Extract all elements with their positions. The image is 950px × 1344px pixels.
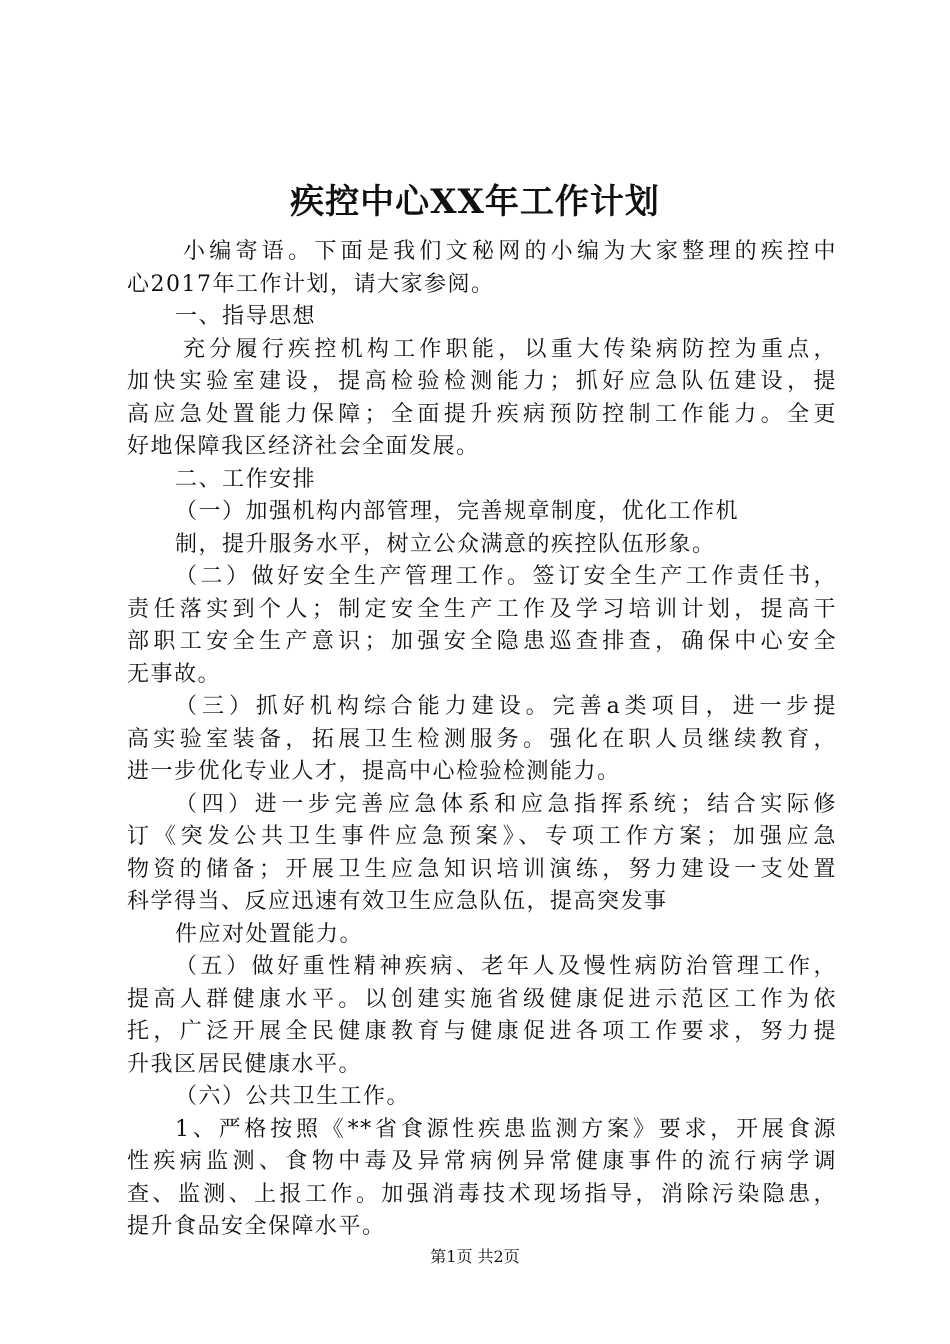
text-line: 高实验室装备，拓展卫生检测服务。强化在职人员继续教育， — [127, 726, 837, 752]
text-line: 查、监测、上报工作。加强消毒技术现场指导，消除污染隐患， — [127, 1181, 837, 1207]
text-line: 科学得当、反应迅速有效卫生应急队伍，提高突发事 — [127, 889, 668, 914]
text-line: 心2017年工作计划，请大家参阅。 — [127, 271, 495, 297]
text-line: 订《突发公共卫生事件应急预案》、专项工作方案；加强应急 — [127, 824, 837, 849]
text-line: （六）公共卫生工作。 — [175, 1084, 411, 1109]
text-line: 无事故。 — [127, 661, 222, 687]
text-line: 加快实验室建设，提高检验检测能力；抓好应急队伍建设，提 — [127, 369, 837, 394]
text-line: 责任落实到个人；制定安全生产工作及学习培训计划，提高干 — [127, 596, 837, 622]
text-line: 升我区居民健康水平。 — [127, 1051, 363, 1077]
text-line: 进一步优化专业人才，提高中心检验检测能力。 — [127, 759, 621, 784]
text-line: 性疾病监测、食物中毒及异常病例异常健康事件的流行病学调 — [127, 1149, 837, 1174]
text-line: 提升食品安全保障水平。 — [127, 1214, 386, 1239]
text-line: 一、指导思想 — [175, 304, 317, 329]
text-line: 小编寄语。下面是我们文秘网的小编为大家整理的疾控中 — [183, 239, 837, 264]
text-line: 好地保障我区经济社会全面发展。 — [127, 434, 480, 459]
text-line: 托，广泛开展全民健康教育与健康促进各项工作要求，努力提 — [127, 1019, 837, 1044]
text-line: （四）进一步完善应急体系和应急指挥系统；结合实际修 — [175, 791, 837, 817]
text-line: 件应对处置能力。 — [175, 921, 364, 947]
page-footer: 第1页 共2页 — [430, 1247, 520, 1266]
text-line: 二、工作安排 — [175, 466, 317, 492]
text-line: 高应急处置能力保障；全面提升疾病预防控制工作能力。全更 — [127, 401, 837, 427]
text-line: 部职工安全生产意识；加强安全隐患巡查排查，确保中心安全 — [127, 629, 837, 654]
page-title: 疾控中心XX年工作计划 — [290, 182, 660, 222]
text-line: （三）抓好机构综合能力建设。完善a类项目，进一步提 — [175, 694, 837, 719]
text-line: 1、严格按照《**省食源性疾患监测方案》要求，开展食源 — [175, 1116, 837, 1142]
text-line: （一）加强机构内部管理，完善规章制度，优化工作机 — [175, 499, 740, 524]
text-line: 物资的储备；开展卫生应急知识培训演练，努力建设一支处置 — [127, 856, 837, 882]
text-line: 充分履行疾控机构工作职能，以重大传染病防控为重点， — [183, 336, 837, 362]
text-line: 提高人群健康水平。以创建实施省级健康促进示范区工作为依 — [127, 986, 837, 1012]
document-body — [127, 236, 837, 1244]
text-line: （五）做好重性精神疾病、老年人及慢性病防治管理工作， — [175, 954, 837, 979]
text-line: 制，提升服务水平，树立公众满意的疾控队伍形象。 — [175, 531, 716, 557]
text-line: （二）做好安全生产管理工作。签订安全生产工作责任书， — [175, 564, 837, 589]
